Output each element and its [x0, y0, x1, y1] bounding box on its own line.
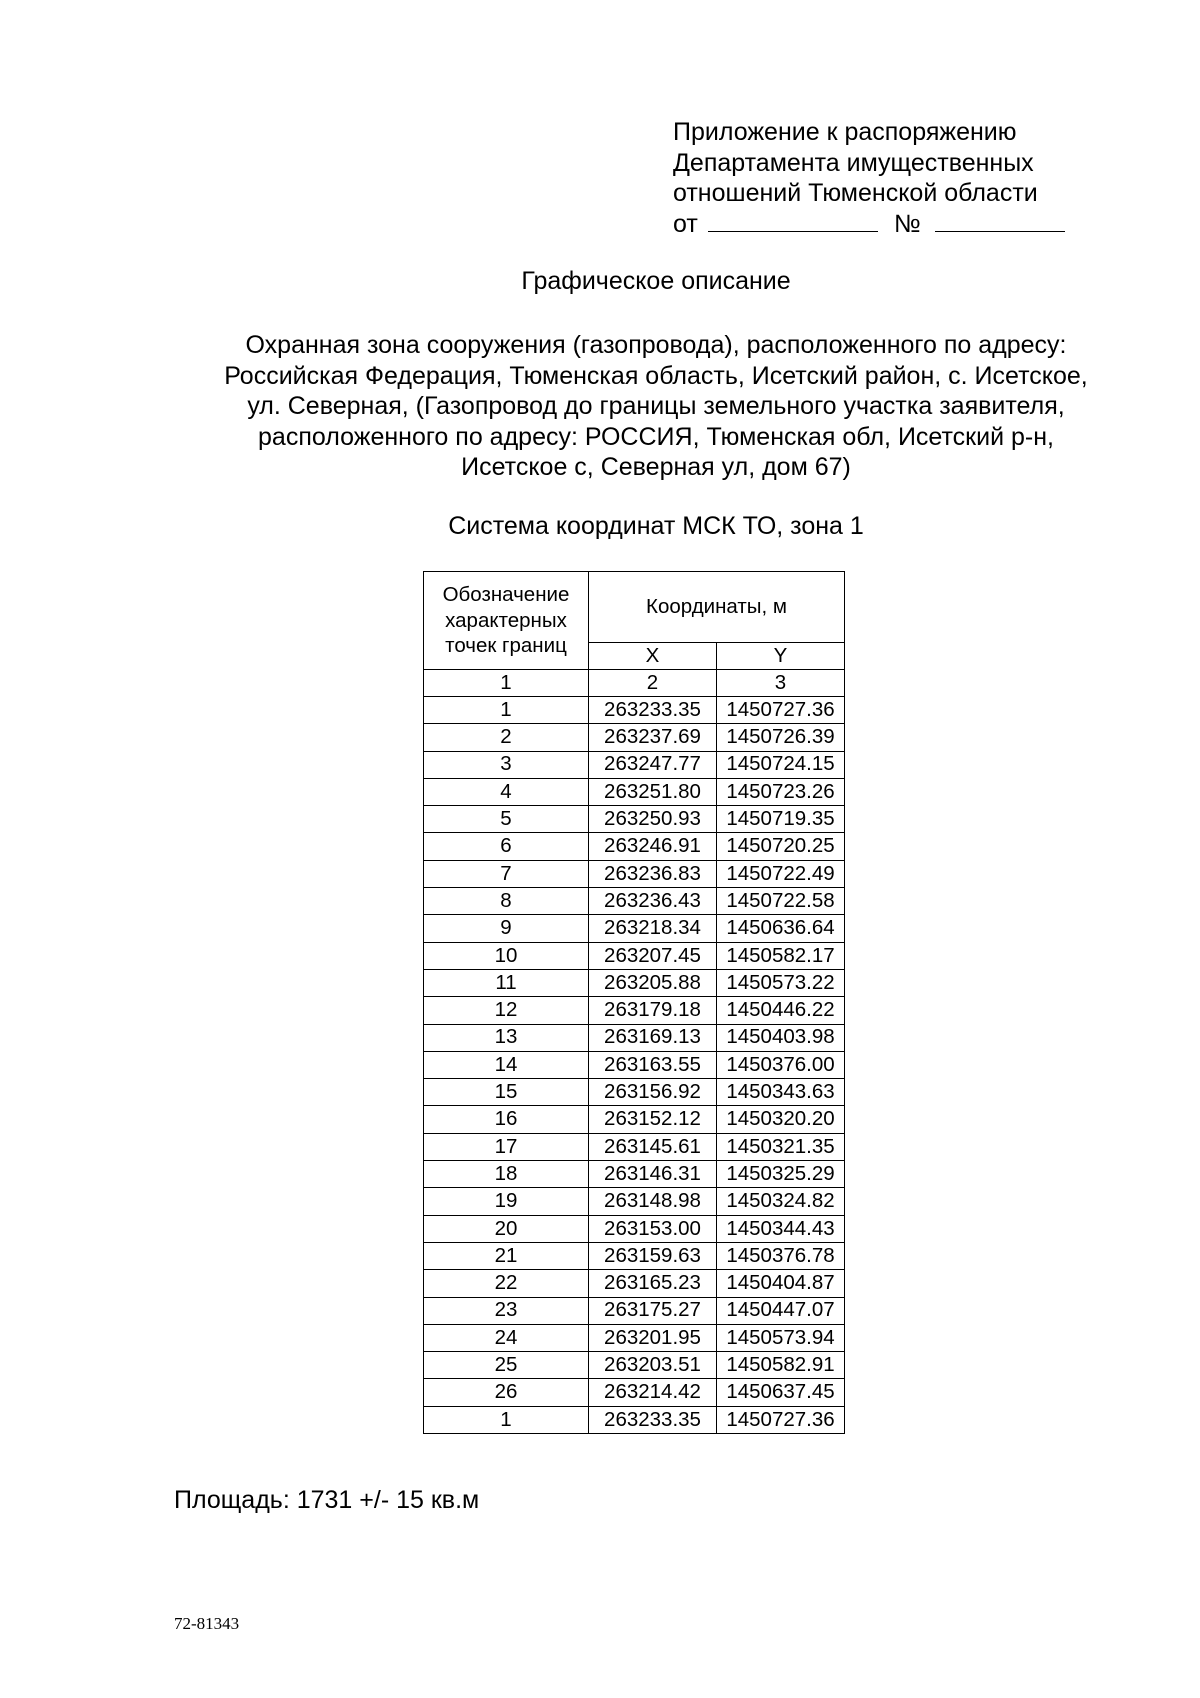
document-id: 72-81343 [174, 1614, 240, 1633]
y-cell: 1450636.64 [717, 915, 845, 942]
number-label: № [893, 209, 921, 238]
point-cell: 14 [424, 1051, 589, 1078]
table-row [424, 697, 845, 724]
y-cell: 1450344.43 [717, 1215, 845, 1242]
x-cell: 263251.80 [589, 778, 717, 805]
table-row [424, 1024, 845, 1051]
column-number-2: 2 [589, 670, 717, 697]
point-cell: 26 [424, 1379, 589, 1406]
x-cell: 263201.95 [589, 1324, 717, 1351]
x-cell: 263233.35 [589, 697, 717, 724]
x-cell: 263169.13 [589, 1024, 717, 1051]
table-row [424, 724, 845, 751]
point-cell: 1 [424, 1406, 589, 1433]
point-cell: 24 [424, 1324, 589, 1351]
y-cell: 1450723.26 [717, 778, 845, 805]
y-cell: 1450447.07 [717, 1297, 845, 1324]
y-cell: 1450582.91 [717, 1352, 845, 1379]
x-cell: 263205.88 [589, 969, 717, 996]
description-line-3: ул. Северная, (Газопровод до границы земельного участка заявителя, [247, 392, 1065, 420]
description-line-5: Исетское с, Северная ул, дом 67) [461, 453, 851, 481]
x-cell: 263159.63 [589, 1242, 717, 1269]
appendix-line-1: Приложение к распоряжению [673, 118, 1017, 146]
table-row [424, 915, 845, 942]
y-cell: 1450321.35 [717, 1133, 845, 1160]
x-cell: 263152.12 [589, 1106, 717, 1133]
x-cell: 263237.69 [589, 724, 717, 751]
x-cell: 263214.42 [589, 1379, 717, 1406]
y-cell: 1450376.00 [717, 1051, 845, 1078]
x-cell: 263146.31 [589, 1161, 717, 1188]
table-row [424, 942, 845, 969]
y-cell: 1450573.22 [717, 969, 845, 996]
table-row [424, 1324, 845, 1351]
table-row [424, 860, 845, 887]
y-cell: 1450376.78 [717, 1242, 845, 1269]
y-cell: 1450719.35 [717, 806, 845, 833]
y-cell: 1450324.82 [717, 1188, 845, 1215]
x-cell: 263148.98 [589, 1188, 717, 1215]
y-cell: 1450726.39 [717, 724, 845, 751]
table-row [424, 1106, 845, 1133]
column-number-3: 3 [717, 670, 845, 697]
x-cell: 263236.43 [589, 888, 717, 915]
number-blank [935, 209, 1065, 232]
area-value: Площадь: 1731 +/- 15 кв.м [174, 1486, 480, 1514]
point-cell: 7 [424, 860, 589, 887]
table-row [424, 778, 845, 805]
point-cell: 17 [424, 1133, 589, 1160]
header-points: Обозначение характерных точек границ [424, 572, 589, 670]
table-row [424, 997, 845, 1024]
y-cell: 1450727.36 [717, 1406, 845, 1433]
point-cell: 5 [424, 806, 589, 833]
y-cell: 1450720.25 [717, 833, 845, 860]
appendix-line-2: Департамента имущественных [673, 148, 1034, 177]
table-row [424, 1215, 845, 1242]
y-cell: 1450403.98 [717, 1024, 845, 1051]
table-row [424, 1079, 845, 1106]
x-cell: 263250.93 [589, 806, 717, 833]
header-y: Y [717, 643, 845, 670]
y-cell: 1450320.20 [717, 1106, 845, 1133]
coordinate-system-label: Система координат МСК ТО, зона 1 [448, 512, 864, 540]
table-row [424, 1379, 845, 1406]
point-cell: 8 [424, 888, 589, 915]
table-row [424, 888, 845, 915]
table-row [424, 751, 845, 778]
coordinates-table [423, 571, 845, 1434]
table-row [424, 1406, 845, 1433]
description-line-4: расположенного по адресу: РОССИЯ, Тюменская обл, Исетский р-н, [258, 422, 1054, 451]
x-cell: 263156.92 [589, 1079, 717, 1106]
point-cell: 18 [424, 1161, 589, 1188]
point-cell: 16 [424, 1106, 589, 1133]
document-title: Графическое описание [521, 267, 791, 295]
point-cell: 4 [424, 778, 589, 805]
point-cell: 23 [424, 1297, 589, 1324]
y-cell: 1450446.22 [717, 997, 845, 1024]
x-cell: 263236.83 [589, 860, 717, 887]
point-cell: 21 [424, 1242, 589, 1269]
point-cell: 6 [424, 833, 589, 860]
table-row [424, 1352, 845, 1379]
table-row [424, 1242, 845, 1269]
y-cell: 1450343.63 [717, 1079, 845, 1106]
table-row [424, 1297, 845, 1324]
x-cell: 263203.51 [589, 1352, 717, 1379]
table-row [424, 1188, 845, 1215]
x-cell: 263179.18 [589, 997, 717, 1024]
y-cell: 1450404.87 [717, 1270, 845, 1297]
table-row [424, 833, 845, 860]
appendix-heading [673, 117, 1065, 239]
x-cell: 263247.77 [589, 751, 717, 778]
point-cell: 13 [424, 1024, 589, 1051]
point-cell: 9 [424, 915, 589, 942]
date-label: от [673, 209, 698, 238]
table-row [424, 806, 845, 833]
x-cell: 263246.91 [589, 833, 717, 860]
table-row [424, 1270, 845, 1297]
y-cell: 1450722.58 [717, 888, 845, 915]
point-cell: 22 [424, 1270, 589, 1297]
point-cell: 3 [424, 751, 589, 778]
y-cell: 1450325.29 [717, 1161, 845, 1188]
y-cell: 1450573.94 [717, 1324, 845, 1351]
y-cell: 1450582.17 [717, 942, 845, 969]
x-cell: 263145.61 [589, 1133, 717, 1160]
header-x: X [589, 643, 717, 670]
x-cell: 263163.55 [589, 1051, 717, 1078]
header-coordinates: Координаты, м [589, 572, 845, 643]
column-number-1: 1 [424, 670, 589, 697]
appendix-line-3: отношений Тюменской области [673, 179, 1038, 207]
point-cell: 1 [424, 697, 589, 724]
x-cell: 263153.00 [589, 1215, 717, 1242]
coordinates-table-body [424, 697, 845, 1434]
y-cell: 1450724.15 [717, 751, 845, 778]
date-blank [708, 209, 878, 232]
table-row [424, 1133, 845, 1160]
description-line-2: Российская Федерация, Тюменская область, Исетский район, с. Исетское, [224, 361, 1088, 390]
point-cell: 12 [424, 997, 589, 1024]
x-cell: 263207.45 [589, 942, 717, 969]
point-cell: 15 [424, 1079, 589, 1106]
x-cell: 263165.23 [589, 1270, 717, 1297]
table-row [424, 1051, 845, 1078]
description-line-1: Охранная зона сооружения (газопровода), расположенного по адресу: [245, 331, 1067, 359]
table-row [424, 969, 845, 996]
point-cell: 10 [424, 942, 589, 969]
point-cell: 25 [424, 1352, 589, 1379]
table-row [424, 1161, 845, 1188]
y-cell: 1450722.49 [717, 860, 845, 887]
x-cell: 263175.27 [589, 1297, 717, 1324]
y-cell: 1450637.45 [717, 1379, 845, 1406]
y-cell: 1450727.36 [717, 697, 845, 724]
point-cell: 11 [424, 969, 589, 996]
x-cell: 263233.35 [589, 1406, 717, 1433]
object-description [0, 330, 1200, 483]
point-cell: 20 [424, 1215, 589, 1242]
point-cell: 19 [424, 1188, 589, 1215]
x-cell: 263218.34 [589, 915, 717, 942]
appendix-date-number-line [673, 209, 1065, 240]
point-cell: 2 [424, 724, 589, 751]
